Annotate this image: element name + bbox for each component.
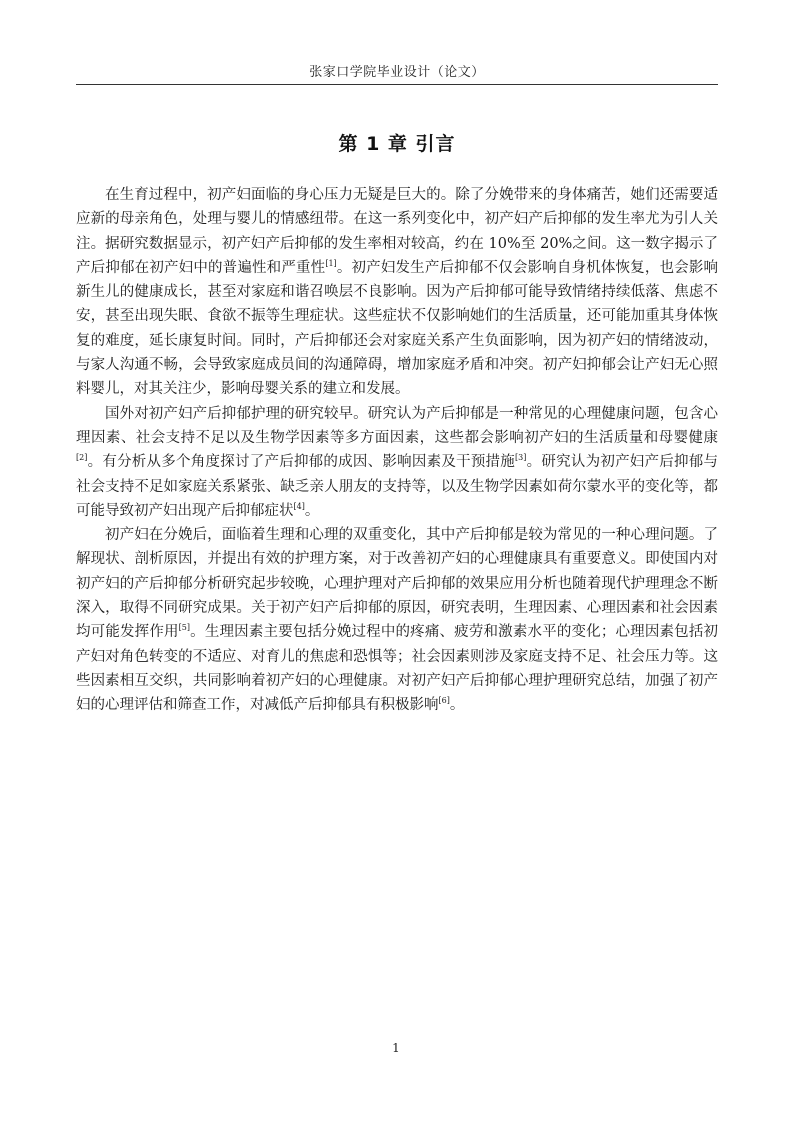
paragraph-1 bbox=[76, 183, 718, 402]
citation: [3] bbox=[515, 453, 527, 463]
paragraph-text: 。 bbox=[449, 697, 465, 714]
body-text bbox=[76, 183, 718, 718]
paragraph-text: 。有分析从多个角度探讨了产后抑郁的成因、影响因素及干预措施 bbox=[87, 454, 516, 471]
citation: [2] bbox=[76, 453, 88, 463]
paragraph-text: 。初产妇发生产后抑郁不仅会影响自身机体恢复，也会影响新生儿的健康成长，甚至对家庭和谐召唤层不良影响。因为产后抑郁可能导致情绪持续低落、焦虑不安，甚至出现失眠、食欲不振等生理症状。这些症状不仅影响她们的生活质量，还可能加重其身体恢复的难度，延长康复时间。同时，产后抑郁还会对家庭关系产生负面影响，因为初产妇的情绪波动，与家人沟通不畅，会导致家庭成员间的沟通障碍，增加家庭矛盾和冲突。初产妇抑郁会让产妇无心照料婴儿，对其关注少，影响母婴关系的建立和发展。 bbox=[76, 259, 718, 398]
paragraph-text: 。 bbox=[304, 502, 320, 519]
page-number: 1 bbox=[392, 1041, 400, 1055]
paragraph-2 bbox=[76, 402, 718, 523]
running-header: 张家口学院毕业设计（论文） bbox=[309, 65, 485, 80]
paragraph-text: 初产妇在分娩后，面临着生理和心理的双重变化，其中产后抑郁是较为常见的一种心理问题。了解现状、剖析原因，并提出有效的护理方案，对于改善初产妇的心理健康具有重要意义。即使国内对初产妇的产后抑郁分析研究起步较晚，心理护理对产后抑郁的效果应用分析也随着现代护理理念不断深入，取得不同研究成果。关于初产妇产后抑郁的原因，研究表明，生理因素、心理因素和社会因素均可能发挥作用 bbox=[76, 527, 718, 641]
citation: [5] bbox=[178, 623, 191, 633]
paragraph-text: 。研究认为初产妇产后抑郁与社会支持不足如家庭关系紧张、缺乏亲人朋友的支持等，以及生物学因素如荷尔蒙水平的变化等，都可能导致初产妇出现产后抑郁症状 bbox=[76, 454, 719, 519]
header-rule bbox=[76, 84, 718, 85]
paragraph-text: 。生理因素主要包括分娩过程中的疼痛、疲劳和激素水平的变化；心理因素包括初产妇对角色转变的不适应、对育儿的焦虑和恐惧等；社会因素则涉及家庭支持不足、社会压力等。这些因素相互交织，共同影响着初产妇的心理健康。对初产妇产后抑郁心理护理研究总结，加强了初产妇的心理评估和筛查工作，对减低产后抑郁具有积极影响 bbox=[76, 624, 719, 714]
citation: [1] bbox=[325, 258, 337, 268]
paragraph-text: 国外对初产妇产后抑郁护理的研究较早。研究认为产后抑郁是一种常见的心理健康问题，包含心理因素、社会支持不足以及生物学因素等多方面因素，这些都会影响初产妇的生活质量和母婴健康 bbox=[76, 405, 718, 446]
citation: [4] bbox=[293, 501, 305, 511]
paragraph-3 bbox=[76, 523, 718, 717]
paragraph-text: 在生育过程中，初产妇面临的身心压力无疑是巨大的。除了分娩带来的身体痛苦，她们还需要适应新的母亲角色，处理与婴儿的情感纽带。在这一系列变化中，初产妇产后抑郁的发生率尤为引人关注。据研究数据显示，初产妇产后抑郁的发生率相对较高，约在 10%至 20%之间。这一数字揭示了产后抑郁在初产妇中的普遍性和严重性 bbox=[76, 187, 718, 276]
chapter-title: 第 1 章 引言 bbox=[338, 133, 456, 155]
citation: [6] bbox=[438, 696, 450, 706]
